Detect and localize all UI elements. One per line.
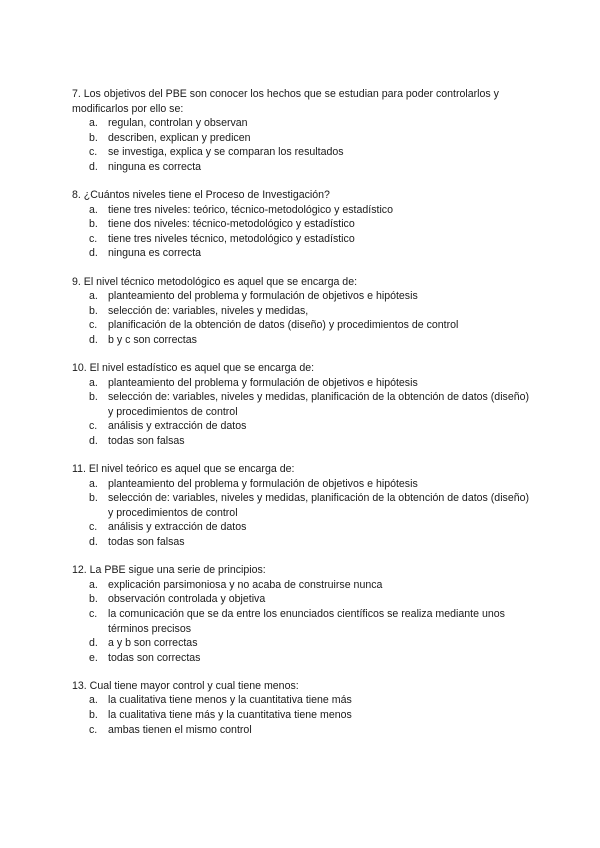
option-text: se investiga, explica y se comparan los resultados (108, 146, 344, 159)
option-d (72, 434, 532, 449)
question-7 (72, 87, 532, 175)
option-letter: c. (89, 146, 98, 159)
option-list (72, 116, 532, 174)
option-c (72, 419, 532, 434)
option-text: la cualitativa tiene más y la cuantitativa tiene menos (108, 708, 352, 721)
option-d (72, 636, 532, 651)
option-c (72, 520, 532, 535)
option-letter: d. (89, 434, 98, 447)
option-letter: a. (89, 477, 98, 490)
question-10 (72, 361, 532, 449)
question-13 (72, 679, 532, 737)
option-letter: a. (89, 376, 98, 389)
option-letter: d. (89, 333, 98, 346)
option-letter: b. (89, 391, 98, 404)
option-e (72, 651, 532, 666)
question-11 (72, 462, 532, 550)
option-text: b y c son correctas (108, 333, 197, 346)
option-b (72, 304, 532, 319)
option-letter: b. (89, 218, 98, 231)
option-letter: a. (89, 578, 98, 591)
option-text: ambas tienen el mismo control (108, 723, 252, 736)
option-text: observación controlada y objetiva (108, 593, 266, 606)
option-text: planteamiento del problema y formulación de objetivos e hipótesis (108, 477, 418, 490)
question-text: 8. ¿Cuántos niveles tiene el Proceso de Investigación? (72, 189, 330, 202)
option-text: la cualitativa tiene menos y la cuantitativa tiene más (108, 694, 352, 707)
option-text: ninguna es correcta (108, 247, 202, 260)
option-text: tiene dos niveles: técnico-metodológico y estadístico (108, 218, 355, 231)
option-list (72, 693, 532, 737)
option-list (72, 578, 532, 666)
option-d (72, 246, 532, 261)
option-c (72, 145, 532, 160)
option-letter: d. (89, 637, 98, 650)
question-text: 13. Cual tiene mayor control y cual tiene menos: (72, 679, 299, 692)
option-text: selección de: variables, niveles y medidas, planificación de la obtención de datos (diseño) y procedimientos de control (108, 391, 530, 418)
option-letter: c. (89, 420, 98, 433)
option-letter: c. (89, 232, 98, 245)
option-text: a y b son correctas (108, 637, 198, 650)
option-text: explicación parsimoniosa y no acaba de construirse nunca (108, 578, 383, 591)
option-text: describen, explican y predicen (108, 131, 251, 144)
option-c (72, 232, 532, 247)
option-b (72, 390, 532, 419)
option-text: todas son correctas (108, 651, 201, 664)
option-text: selección de: variables, niveles y medidas, (108, 304, 309, 317)
option-letter: b. (89, 708, 98, 721)
question-12 (72, 563, 532, 665)
option-letter: c. (89, 607, 98, 620)
option-text: selección de: variables, niveles y medidas, planificación de la obtención de datos (diseño) y procedimientos de control (108, 492, 530, 519)
question-9 (72, 275, 532, 348)
option-b (72, 592, 532, 607)
question-list (72, 87, 532, 751)
option-letter: c. (89, 319, 98, 332)
question-text: 10. El nivel estadístico es aquel que se encarga de: (72, 362, 315, 374)
option-text: análisis y extracción de datos (108, 420, 247, 433)
option-text: todas son falsas (108, 536, 185, 549)
option-b (72, 708, 532, 723)
question-text: 12. La PBE sigue una serie de principios: (72, 564, 266, 577)
option-a (72, 376, 532, 391)
option-b (72, 491, 532, 520)
option-a (72, 477, 532, 492)
option-list (72, 203, 532, 261)
option-text: tiene tres niveles técnico, metodológico y estadístico (108, 232, 355, 245)
option-text: tiene tres niveles: teórico, técnico-metodológico y estadístico (108, 203, 393, 216)
option-b (72, 217, 532, 232)
option-letter: a. (89, 290, 98, 303)
option-text: regulan, controlan y observan (108, 117, 248, 130)
option-text: planteamiento del problema y formulación de objetivos e hipótesis (108, 290, 418, 303)
option-letter: e. (89, 651, 98, 664)
option-letter: a. (89, 117, 98, 130)
option-letter: b. (89, 492, 98, 505)
option-a (72, 289, 532, 304)
option-c (72, 607, 532, 636)
option-d (72, 160, 532, 175)
option-b (72, 131, 532, 146)
option-d (72, 535, 532, 550)
question-text: 11. El nivel teórico es aquel que se encarga de: (72, 463, 295, 476)
option-text: planteamiento del problema y formulación de objetivos e hipótesis (108, 376, 418, 389)
option-text: todas son falsas (108, 434, 185, 447)
option-letter: c. (89, 723, 98, 736)
option-text: planificación de la obtención de datos (diseño) y procedimientos de control (108, 319, 459, 332)
option-list (72, 289, 532, 347)
option-letter: c. (89, 521, 98, 534)
option-letter: d. (89, 536, 98, 549)
question-text: 9. El nivel técnico metodológico es aquel que se encarga de: (72, 275, 358, 288)
option-list (72, 477, 532, 550)
option-c (72, 318, 532, 333)
option-d (72, 333, 532, 348)
option-letter: d. (89, 247, 98, 260)
option-letter: b. (89, 593, 98, 606)
option-letter: a. (89, 694, 98, 707)
option-text: ninguna es correcta (108, 160, 202, 173)
option-letter: a. (89, 203, 98, 216)
option-text: análisis y extracción de datos (108, 521, 247, 534)
option-letter: d. (89, 160, 98, 173)
option-text: la comunicación que se da entre los enunciados científicos se realiza mediante unos términos precisos (108, 607, 505, 635)
option-a (72, 693, 532, 708)
option-letter: b. (89, 304, 98, 317)
option-list (72, 376, 532, 449)
question-text: 7. Los objetivos del PBE son conocer los hechos que se estudian para poder controlarlos y modificarlos por ello se: (72, 88, 499, 115)
option-c (72, 723, 532, 738)
option-a (72, 116, 532, 131)
option-a (72, 203, 532, 218)
question-8 (72, 188, 532, 261)
option-letter: b. (89, 131, 98, 144)
option-a (72, 578, 532, 593)
